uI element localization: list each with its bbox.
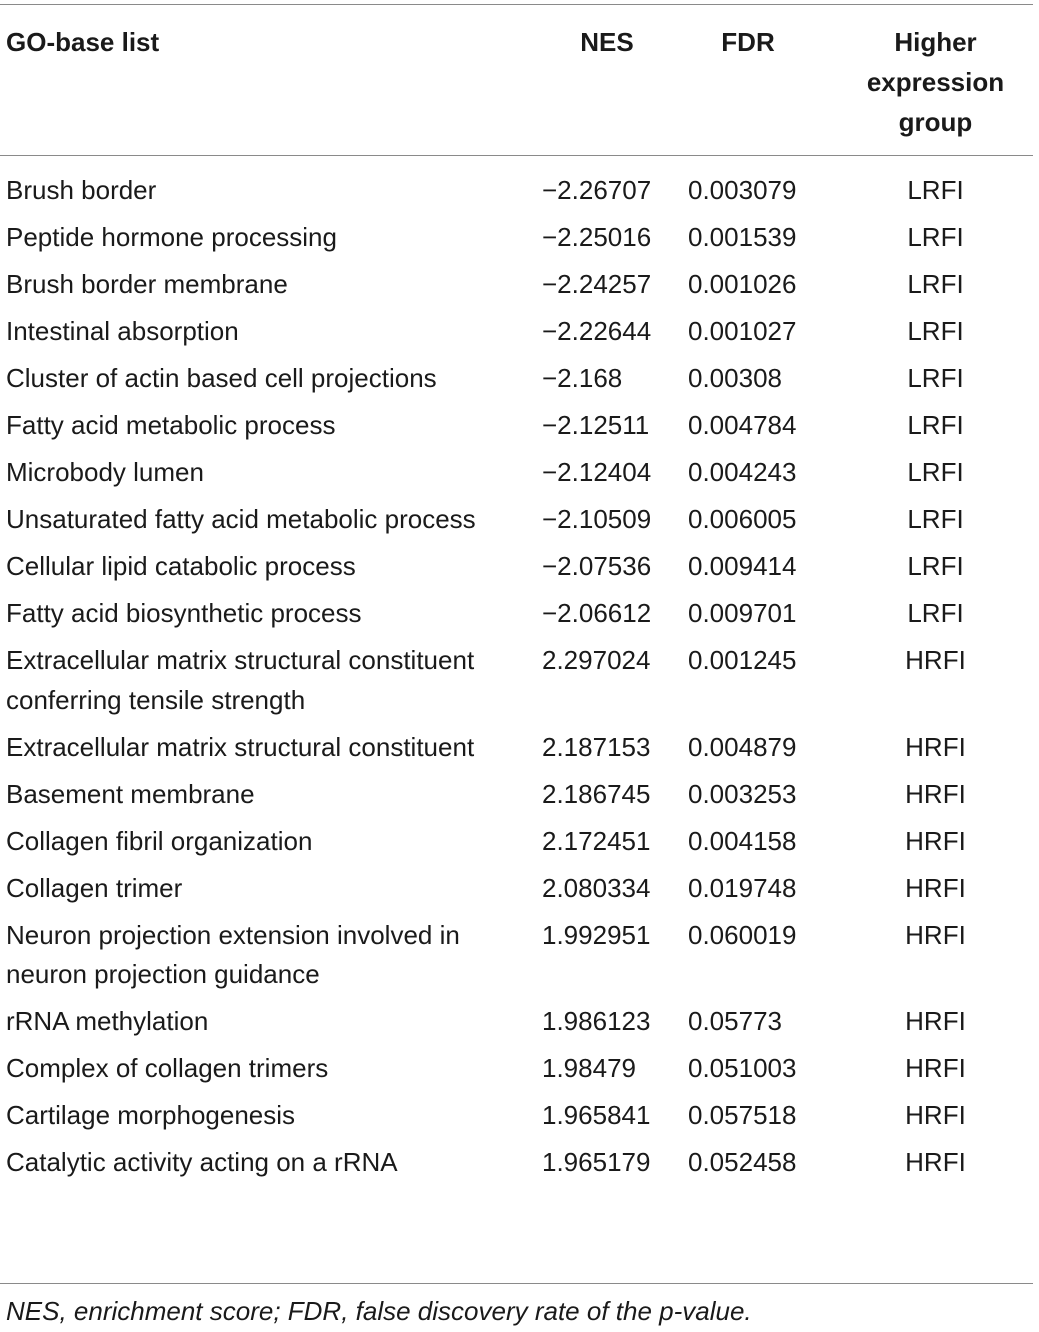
cell-go-term: Peptide hormone processing: [6, 222, 337, 252]
cell-fdr: 0.004879: [688, 731, 797, 762]
cell-nes: −2.06612: [542, 598, 652, 628]
cell-expression-group: LRFI: [907, 598, 964, 628]
table-footnote: NES, enrichment score; FDR, false discovery rate of the p-value.: [6, 1296, 752, 1326]
cell-nes: 1.992951: [542, 919, 651, 950]
cell-expression-group: LRFI: [907, 363, 964, 393]
table-row: [0, 1049, 1033, 1096]
cell-expression-group: HRFI: [905, 645, 966, 675]
table-row: [0, 822, 1033, 869]
cell-nes: −2.12511: [542, 410, 650, 440]
cell-nes: 1.965841: [542, 1100, 651, 1130]
cell-go-term: Collagen fibril organization: [6, 825, 313, 856]
table-row: [0, 641, 1033, 728]
cell-fdr: 0.052458: [688, 1147, 797, 1177]
table-bottom-rule: [0, 1283, 1033, 1284]
cell-fdr: 0.009414: [688, 551, 797, 581]
cell-expression-group: LRFI: [907, 504, 964, 534]
cell-nes: −2.26707: [542, 175, 652, 205]
cell-nes: 2.297024: [542, 645, 651, 675]
cell-fdr: 0.009701: [688, 598, 797, 628]
cell-expression-group: LRFI: [907, 457, 964, 487]
cell-fdr: 0.004158: [688, 825, 797, 856]
cell-go-term: Microbody lumen: [6, 457, 204, 487]
cell-nes: −2.10509: [542, 504, 652, 534]
cell-fdr: 0.00308: [688, 363, 782, 393]
table-row: [0, 1143, 1033, 1190]
cell-expression-group: LRFI: [907, 410, 964, 440]
table-row: [0, 500, 1033, 547]
table-row: [0, 218, 1033, 265]
table-row: [0, 916, 1033, 1003]
cell-fdr: 0.057518: [688, 1100, 797, 1130]
cell-go-term: Brush border membrane: [6, 269, 288, 299]
cell-expression-group: LRFI: [907, 222, 964, 252]
cell-go-term: Extracellular matrix structural constituent: [6, 731, 475, 762]
header-row: [0, 22, 1033, 156]
cell-nes: 2.080334: [542, 872, 651, 903]
header-nes: NES: [580, 27, 634, 57]
table-header: [0, 22, 1033, 156]
table-row: [0, 1096, 1033, 1143]
table-row: [0, 156, 1033, 218]
cell-fdr: 0.001026: [688, 269, 797, 299]
header-group-line1: Higher: [894, 27, 977, 57]
table-row: [0, 594, 1033, 641]
cell-nes: −2.12404: [542, 457, 652, 487]
cell-go-term: Collagen trimer: [6, 872, 183, 903]
cell-expression-group: HRFI: [905, 919, 966, 950]
table-body: [0, 156, 1033, 1190]
cell-expression-group: HRFI: [905, 1053, 966, 1083]
table-top-rule: [0, 4, 1033, 5]
cell-fdr: 0.001027: [688, 316, 797, 346]
header-go-base-list: GO-base list: [6, 27, 160, 57]
cell-expression-group: HRFI: [905, 778, 966, 809]
cell-expression-group: HRFI: [905, 1100, 966, 1130]
cell-go-term: Cluster of actin based cell projections: [6, 363, 437, 393]
cell-fdr: 0.051003: [688, 1053, 797, 1083]
go-enrichment-table: [0, 22, 1033, 1190]
cell-fdr: 0.05773: [688, 1006, 782, 1036]
table-row: [0, 869, 1033, 916]
cell-expression-group: LRFI: [907, 316, 964, 346]
cell-nes: 2.187153: [542, 731, 651, 762]
cell-expression-group: LRFI: [907, 551, 964, 581]
cell-expression-group: HRFI: [905, 731, 966, 762]
cell-go-term: Fatty acid biosynthetic process: [6, 598, 362, 628]
cell-go-term: Cartilage morphogenesis: [6, 1100, 296, 1130]
cell-fdr: 0.001245: [688, 645, 797, 675]
cell-nes: −2.168: [542, 363, 623, 393]
cell-go-term: Extracellular matrix structural constituent conferring tensile strength: [6, 645, 475, 715]
cell-expression-group: HRFI: [905, 1147, 966, 1177]
table-row: [0, 453, 1033, 500]
table-row: [0, 359, 1033, 406]
cell-expression-group: HRFI: [905, 825, 966, 856]
cell-fdr: 0.019748: [688, 872, 797, 903]
cell-go-term: Catalytic activity acting on a rRNA: [6, 1147, 398, 1177]
cell-fdr: 0.006005: [688, 504, 797, 534]
header-group-line3: group: [898, 107, 973, 137]
header-fdr: FDR: [721, 27, 775, 57]
cell-expression-group: LRFI: [907, 175, 964, 205]
cell-go-term: Unsaturated fatty acid metabolic process: [6, 504, 476, 534]
table-row: [0, 406, 1033, 453]
cell-go-term: Fatty acid metabolic process: [6, 410, 336, 440]
cell-nes: 2.186745: [542, 778, 651, 809]
table-row: [0, 775, 1033, 822]
cell-go-term: Neuron projection extension involved in neuron projection guidance: [6, 919, 460, 989]
cell-fdr: 0.060019: [688, 919, 797, 950]
cell-go-term: Complex of collagen trimers: [6, 1053, 329, 1083]
cell-nes: −2.25016: [542, 222, 652, 252]
cell-nes: −2.07536: [542, 551, 652, 581]
cell-nes: −2.24257: [542, 269, 652, 299]
header-higher-expression-group: [832, 22, 1033, 156]
table-row: [0, 728, 1033, 775]
cell-fdr: 0.003079: [688, 175, 797, 205]
table-row: [0, 312, 1033, 359]
cell-expression-group: HRFI: [905, 1006, 966, 1036]
cell-nes: 1.98479: [542, 1053, 636, 1083]
cell-fdr: 0.004784: [688, 410, 797, 440]
cell-go-term: Cellular lipid catabolic process: [6, 551, 356, 581]
cell-expression-group: LRFI: [907, 269, 964, 299]
header-group-line2: expression: [866, 67, 1005, 97]
cell-go-term: rRNA methylation: [6, 1006, 209, 1036]
cell-fdr: 0.001539: [688, 222, 797, 252]
cell-go-term: Basement membrane: [6, 778, 255, 809]
cell-nes: 1.986123: [542, 1006, 651, 1036]
cell-nes: −2.22644: [542, 316, 652, 346]
cell-fdr: 0.004243: [688, 457, 797, 487]
cell-nes: 1.965179: [542, 1147, 651, 1177]
table-row: [0, 265, 1033, 312]
cell-expression-group: HRFI: [905, 872, 966, 903]
table-row: [0, 547, 1033, 594]
table-row: [0, 1002, 1033, 1049]
cell-fdr: 0.003253: [688, 778, 797, 809]
cell-nes: 2.172451: [542, 825, 651, 856]
cell-go-term: Brush border: [6, 175, 157, 205]
cell-go-term: Intestinal absorption: [6, 316, 239, 346]
